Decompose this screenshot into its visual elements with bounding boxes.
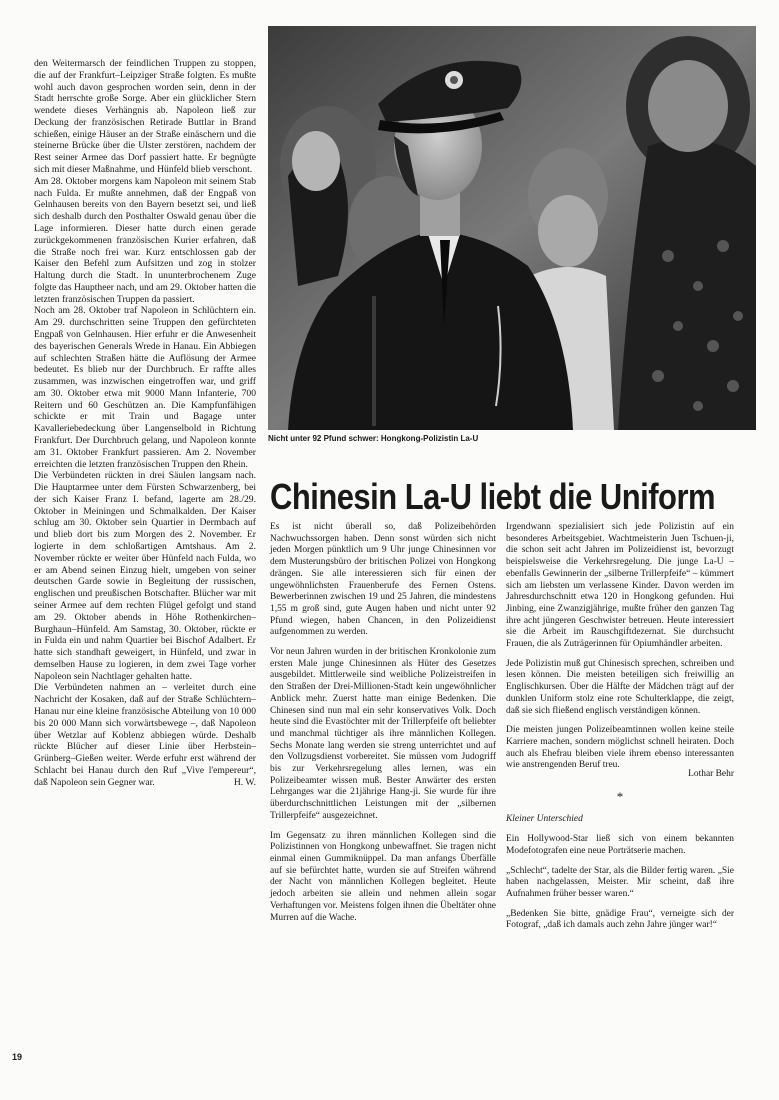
article-paragraph: Im Gegensatz zu ihren männlichen Kollegen sind die Polizistinnen von Hongkong unbewaffnet. Sie tragen nicht einmal einen Gummiknüppel. Da man anfangs Überfälle auf sie befürchtet hatte, wurden sie auf Streifen während der Nacht von männlichen Kollegen begleitet. Heute jedoch arbeiten sie allein und nehmen allein sogar Verhaftungen vor. Meistens folgen ihnen die Übeltäter ohne Murren auf die Wache. xyxy=(270,830,496,923)
left-signature: H. W. xyxy=(233,777,256,789)
left-paragraph: Noch am 28. Oktober traf Napoleon in Schlüchtern ein. Am 29. durchschritten seine Truppen den gefürchteten Engpaß von Gelnhausen. Hier erfuhr er die Anwesenheit des bayerischen Generals Wrede in Hanau. Ein Abbiegen auf schlechten Straßen hätte die Auflösung der Armee bedeutet. Es blieb nur der Durchbruch. Er raffte alles zusammen, was inzwischen eingetroffen war, und griff am 30. Oktober etwa mit 9000 Mann Infanterie, 700 Reitern und 60 Geschützen an. Die Kampfunfähigen schickte er mit Train und Bagage unter Kavalleriebedeckung über Langenselbold in Richtung Frankfurt. Der Durchbruch gelang, und Napoleon konnte am 31. Oktober Frankfurt passieren. Am 2. November erreichten die letzten französischen Truppen den Rhein. xyxy=(34,305,256,470)
anecdote-title: Kleiner Unterschied xyxy=(506,814,583,825)
page-number: 19 xyxy=(12,1052,23,1062)
anecdote-paragraph: „Bedenken Sie bitte, gnädige Frau“, verneigte sich der Fotograf, „daß ich damals auch zehn Jahre jünger war!“ xyxy=(506,908,734,931)
article-paragraph: Jede Polizistin muß gut Chinesisch sprechen, schreiben und lesen können. Die meisten beteiligen sich freiwillig an Englischkursen. Über die Hälfte der Mädchen trägt auf der dunklen Uniform stolz eine rote Schulterklappe, die zeigt, daß sie sich fließend englisch verständigen können. xyxy=(506,658,734,716)
article-author: Lothar Behr xyxy=(688,769,734,780)
article-paragraph: Irgendwann spezialisiert sich jede Polizistin auf ein besonderes Arbeitsgebiet. Wachtmeisterin Juen Tschuen-ji, die schon seit acht Jahren im Polizeidienst ist, bevorzugt beispielsweise die Verkehrsregelung. Die junge La-U – ebenfalls Gewinnerin der „silberne Trillerpfeife“ – kümmert sich am liebsten um verlassene Kinder. Davon werden im Jahresdurchschnitt etwa 120 in Hongkong gefunden. Hui Jinbing, eine Zwanzigjährige, mußte früher den ganzen Tag ihre acht jüngeren Geschwister betreuen. Heute interessiert sie die Arbeit im Rauschgiftdezernat. Sie durchsucht Frauen, die als Zuträgerinnen für Opiumhändler arbeiten. xyxy=(506,522,734,650)
article-headline: Chinesin La-U liebt die Uniform xyxy=(270,476,715,517)
anecdote-paragraph: Ein Hollywood-Star ließ sich von einem bekannten Modefotografen eine neue Porträtserie machen. xyxy=(506,834,734,856)
napoleon-article-column xyxy=(34,58,256,1068)
left-paragraph: den Weitermarsch der feindlichen Truppen zu stoppen, die auf der Frankfurt–Leipziger Straße folgten. Es mußte wohl auch davon gesprochen worden sein, denn in der Stadt herrschte große Sorge. Aber ein glücklicher Stern wendete dieses Verhängnis ab. Napoleon ließ zur Deckung der französischen Retirade Buttlar in Brand schießen, einige Häuser an der Straße einäschern und die steinerne Brücke über die Ulster zerstören, nachdem der Rest seiner Armee das Dorf passiert hatte. Er begnügte sich mit dieser Maßnahme, und Hünfeld blieb verschont. xyxy=(34,58,256,176)
article-right-column xyxy=(506,522,734,940)
anecdote-paragraph: „Schlecht“, tadelte der Star, als die Bilder fertig waren. „Sie haben nachgelassen, Meister. Mir scheint, daß ihre Aufnahmen früher besser waren.“ xyxy=(506,865,734,899)
left-paragraph: Am 28. Oktober morgens kam Napoleon mit seinem Stab nach Fulda. Er mußte annehmen, daß der Engpaß von Gelnhausen bereits von den Bayern besetzt sei, und ließ sich deshalb durch den Posthalter Oswald genau über die Lage informieren. Dieser hatte durch einen gerade zurückgekommenen französischen Kurier erfahren, daß die Straße noch frei war. Kurz entschlossen gab der Kaiser den Befehl zum Aufsitzen und zog in stolzer Haltung durch die Stadt. In ununterbrochenem Zuge folgte das Hauptheer nach, und am 29. Oktober hatten die letzten französischen Truppen da passiert. xyxy=(34,175,256,305)
left-paragraph: Die Verbündeten rückten in drei Säulen langsam nach. Die Hauptarmee unter dem Fürsten Schwarzenberg, bei der sich Kaiser Franz I. befand, lagerte am 28./29. Oktober in Meiningen und Schmalkalden. Der Kaiser schlug am 30. Oktober sein Quartier in Dermbach auf und blieb dort bis zum Morgen des 2. November. Er logierte in dem schloßartigen Amtshaus. Am 2. November rückte er weiter über Hünfeld nach Fulda, wo er am Abend seinen Einzug hielt, umgeben von seiner deutschen Garde sowie in Begleitung der russischen, englischen und preußischen Botschafter. Blücher war mit seiner Armee auf dem rechten Flügel gefolgt und stand am 29. Oktober abends in Höhe Rothenkirchen–Burghaun–Hünfeld. Am Samstag, 30. Oktober, rückte er in Fulda ein und nahm Quartier bei Bischof Adalbert. Er hatte sich standhaft geweigert, in Hünfeld, und zwar in demselben Hause zu logieren, in dem zwei Tage vorher Napoleon sein Nachtlager gehalten hatte. xyxy=(34,470,256,682)
left-paragraph: Die Verbündeten nahmen an – verleitet durch eine Nachricht der Kosaken, daß auf der Straße Schlüchtern–Hanau nur eine kleine französische Abteilung von 10 000 bis 20 000 Mann sich vorwärtsbewege –, daß Napoleon über Wetzlar auf Koblenz abbiegen würde. Deshalb rückte Blücher auf dieser Linie über Herbstein–Grünberg–Gießen weiter. Werde erfuhr erst während der Schlacht bei Hanau durch den Ruf „Vive l'empereur“, daß Napoleon sein Gegner war. xyxy=(34,682,256,788)
article-paragraph: Es ist nicht überall so, daß Polizeibehörden Nachwuchssorgen haben. Denn sonst würden sich nicht jeden Morgen pünktlich um 9 Uhr junge Chinesinnen vor dem Musterungsbüro der britischen Polizei von Hongkong drängen. Sie alle interessieren sich für einen der ungewöhnlichsten Frauenberufe des Fernen Ostens. Bewerberinnen zwischen 19 und 25 Jahren, die mindestens 1,55 m groß sind, gute Augen haben und nicht unter 92 Pfund wiegen, haben Chancen, in den Polizeidienst aufgenommen zu werden. xyxy=(270,522,496,638)
policewoman-photo xyxy=(268,26,756,430)
article-paragraph: Die meisten jungen Polizeibeamtinnen wollen keine steile Karriere machen, sondern möglichst schnell heiraten. Doch auch als Ehefrau bleiben viele ihrem ebenso interessanten wie anstrengenden Beruf treu. xyxy=(506,725,734,771)
photo-caption: Nicht unter 92 Pfund schwer: Hongkong-Polizistin La-U xyxy=(268,434,479,443)
article-paragraph: Vor neun Jahren wurden in der britischen Kronkolonie zum ersten Male junge Chinesinnen als Hüter des Gesetzes ausgebildet. Mittlerweile sind weibliche Polizeistreifen in den Straßen der Drei-Millionen-Stadt kein ungewöhnlicher Anblick mehr. Zuerst hatte man einige Bedenken. Die Chinesen sind nun mal ein sehr konservatives Volk. Doch heute sind die Evastöchter mit der Trillerpfeife oft beliebter und manchmal tüchtiger als ihre männlichen Kollegen. Sechs Monate lang werden sie streng unterrichtet und auf den Vollzugsdienst vorbereitet. Sie müssen vom Judogriff bis zur Verkehrsregelung alles lernen, was ein Polizeibeamter wissen muß. Bester Anwärter des ersten Lehrganges war die 21jährige Hang-ji. Sie wurde für ihre überdurchschnittlichen Leistungen mit der „silbernen Trillerpfeife“ ausgezeichnet. xyxy=(270,647,496,821)
article-middle-column xyxy=(270,522,496,932)
section-separator: * xyxy=(616,788,624,804)
